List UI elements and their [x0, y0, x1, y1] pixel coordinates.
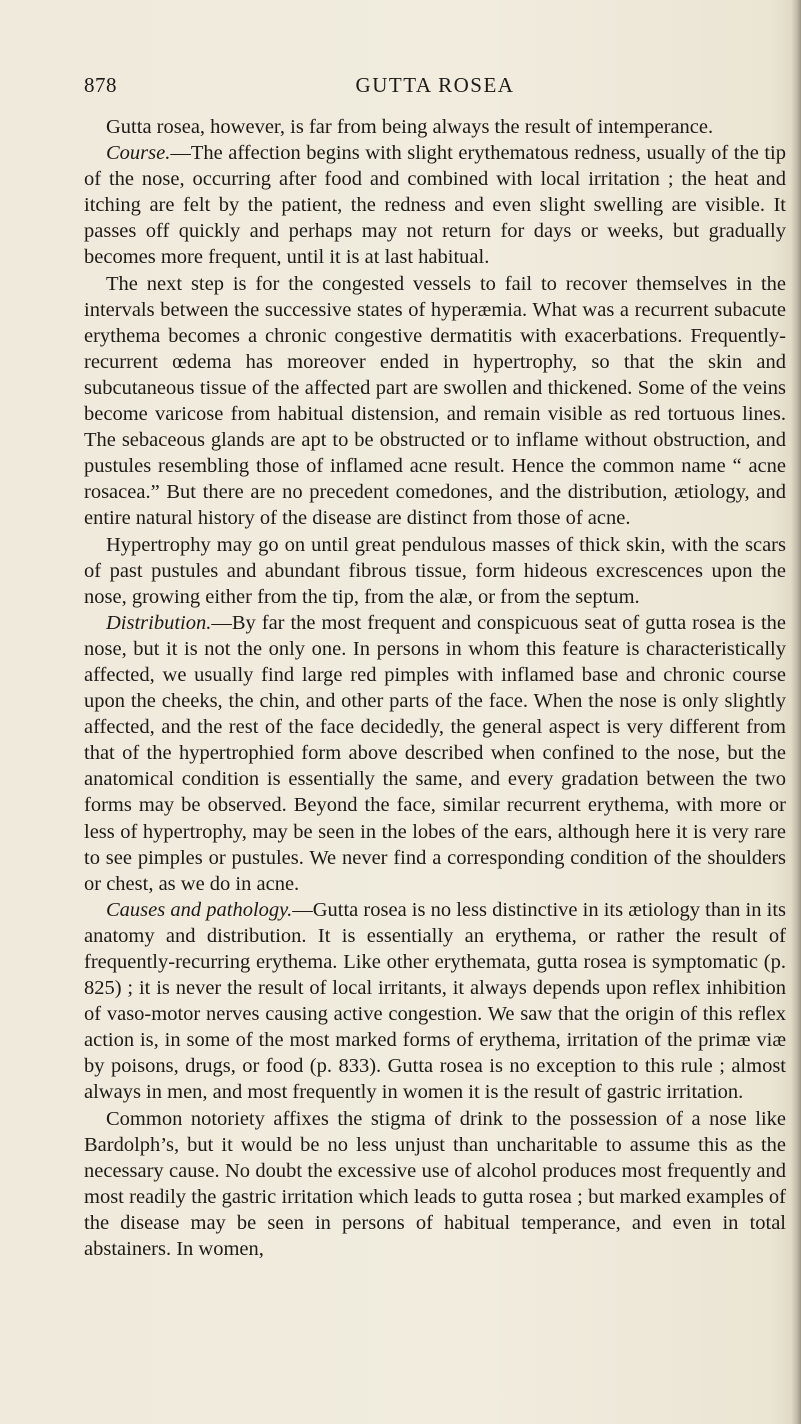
- paragraph-text: —The affection begins with slight erythematous redness, usually of the tip of the nose, occurring after food and combined with local irritation ; the heat and itching are felt by the patient, the redness and even slight swelling are visible. It passes off quickly and perhaps may not return for days or weeks, but gradually becomes more frequent, until it is at last habitual.: [84, 142, 786, 269]
- paragraph-next-step: [84, 271, 786, 532]
- page-header: [84, 73, 786, 101]
- section-heading-causes: Causes and pathology.: [106, 898, 293, 921]
- paragraph-causes: [84, 897, 786, 1106]
- section-heading-distribution: Distribution.: [106, 611, 212, 634]
- paragraph-text: —By far the most frequent and conspicuous seat of gutta rosea is the nose, but it is not the only one. In persons in whom this feature is characteristically affected, we usually find large red pimples with inflamed base and chronic course upon the cheeks, the chin, and other parts of the face. When the nose is only slightly affected, and the rest of the face decidedly, the general aspect is very different from that of the hypertrophied form above described when confined to the nose, but the anatomical condition is essentially the same, and every gradation between the two forms may be observed. Beyond the face, similar recurrent erythema, with more or less of hypertrophy, may be seen in the lobes of the ears, although here it is very rare to see pimples or pustules. We never find a corresponding condition of the shoulders or chest, as we do in acne.: [84, 611, 786, 895]
- section-heading-course: Course.: [106, 142, 171, 165]
- page-edge-shadow: [791, 0, 801, 1424]
- paragraph-notoriety: [84, 1106, 786, 1263]
- paragraph-hypertrophy: [84, 532, 786, 610]
- paragraph-distribution: [84, 610, 786, 897]
- paragraph-course: [84, 140, 786, 270]
- paragraph-text: —Gutta rosea is no less distinctive in its ætiology than in its anatomy and distribution. It is essentially an erythema, or rather the result of frequently-recurring erythema. Like other erythemata, gutta rosea is symptomatic (p. 825) ; it is never the result of local irritants, it always depends upon reflex inhibition of vaso-motor nerves causing active congestion. We saw that the origin of this reflex action is, in some of the most marked forms of erythema, irritation of the primæ viæ by poisons, drugs, or food (p. 833). Gutta rosea is no exception to this rule ; almost always in men, and most frequently in women it is the result of gastric irritation.: [84, 898, 786, 1104]
- running-head: GUTTA ROSEA: [355, 73, 515, 97]
- paragraph-text: Hypertrophy may go on until great pendulous masses of thick skin, with the scars of past pustules and abundant fibrous tissue, form hideous excrescences upon the nose, growing either from the tip, from the alæ, or from the septum.: [84, 533, 786, 608]
- paragraph-text: Gutta rosea, however, is far from being always the result of intemperance.: [106, 116, 714, 138]
- paragraph-intemperance: [84, 114, 786, 140]
- body-text: [84, 114, 786, 1262]
- page-number: 878: [84, 73, 117, 97]
- paragraph-text: The next step is for the congested vessels to fail to recover themselves in the intervals between the successive states of hyperæmia. What was a recurrent subacute erythema becomes a chronic congestive dermatitis with exacerbations. Frequently-recurrent œdema has moreover ended in hypertrophy, so that the skin and subcutaneous tissue of the affected part are swollen and thickened. Some of the veins become varicose from habitual distension, and remain visible as red tortuous lines. The sebaceous glands are apt to be obstructed or to inflame without obstruction, and pustules resembling those of inflamed acne result. Hence the common name “ acne rosacea.” But there are no precedent comedones, and the distribution, ætiology, and entire natural history of the disease are distinct from those of acne.: [84, 272, 786, 530]
- paragraph-text: Common notoriety affixes the stigma of drink to the possession of a nose like Bardolph’s, but it would be no less unjust than uncharitable to assume this as the necessary cause. No doubt the excessive use of alcohol produces most frequently and most readily the gastric irritation which leads to gutta rosea ; but marked examples of the disease may be seen in persons of habitual temperance, and even in total abstainers. In women,: [84, 1107, 786, 1261]
